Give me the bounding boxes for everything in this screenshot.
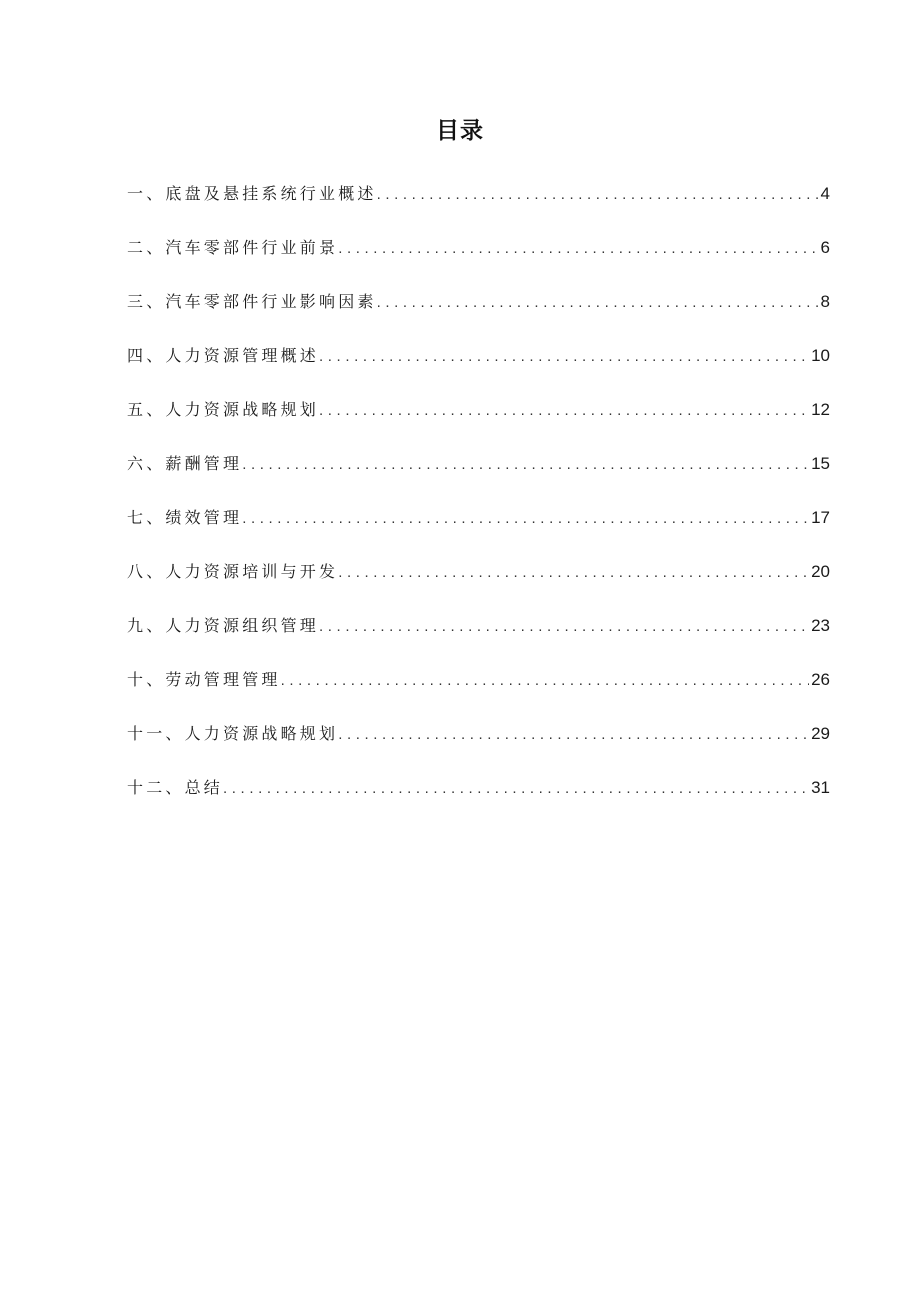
toc-entry-text: 三、汽车零部件行业影响因素 [127, 292, 377, 311]
toc-dot-leader [319, 343, 809, 371]
toc-dot-leader [223, 775, 809, 803]
toc-page-number: 12 [811, 400, 830, 419]
toc-page-number: 17 [811, 508, 830, 527]
toc-entry[interactable] [127, 180, 830, 234]
toc-entry-text: 十二、总结 [127, 778, 224, 797]
toc-entry[interactable] [127, 342, 830, 396]
toc-entry[interactable] [127, 774, 830, 828]
toc-dot-leader [242, 505, 809, 533]
toc-dot-leader [338, 721, 809, 749]
toc-page-number: 26 [811, 670, 830, 689]
toc-entry[interactable] [127, 720, 830, 774]
toc-entry[interactable] [127, 234, 830, 288]
toc-entry-text: 一、底盘及悬挂系统行业概述 [127, 184, 377, 203]
toc-entry-text: 十、劳动管理管理 [127, 670, 281, 689]
toc-entry-text: 二、汽车零部件行业前景 [127, 238, 339, 257]
toc-page-number: 29 [811, 724, 830, 743]
toc-dot-leader [242, 451, 809, 479]
toc-dot-leader [377, 181, 819, 209]
toc-entry-text: 八、人力资源培训与开发 [127, 562, 339, 581]
toc-dot-leader [377, 289, 819, 317]
toc-page-number: 23 [811, 616, 830, 635]
toc-page-number: 10 [811, 346, 830, 365]
toc-entry-text: 七、绩效管理 [127, 508, 243, 527]
toc-entry[interactable] [127, 396, 830, 450]
toc-entry-text: 五、人力资源战略规划 [127, 400, 320, 419]
toc-entry-text: 六、薪酬管理 [127, 454, 243, 473]
toc-page-number: 15 [811, 454, 830, 473]
toc-entry-text: 四、人力资源管理概述 [127, 346, 320, 365]
toc-entry[interactable] [127, 504, 830, 558]
toc-entry[interactable] [127, 666, 830, 720]
toc-page-number: 4 [820, 184, 830, 203]
toc-entry[interactable] [127, 450, 830, 504]
toc-page-number: 6 [820, 238, 830, 257]
toc-title: 目录 [436, 118, 484, 144]
toc-dot-leader [338, 235, 818, 263]
toc-dot-leader [338, 559, 809, 587]
toc-dot-leader [281, 667, 809, 695]
toc-entry[interactable] [127, 288, 830, 342]
toc-page-number: 31 [811, 778, 830, 797]
toc-entry[interactable] [127, 612, 830, 666]
toc-entry-text: 十一、人力资源战略规划 [127, 724, 339, 743]
toc-entry-text: 九、人力资源组织管理 [127, 616, 320, 635]
toc-dot-leader [319, 613, 809, 641]
toc-entry[interactable] [127, 558, 830, 612]
toc-dot-leader [319, 397, 809, 425]
toc-page-number: 8 [820, 292, 830, 311]
toc-page-number: 20 [811, 562, 830, 581]
toc-list [127, 180, 830, 828]
